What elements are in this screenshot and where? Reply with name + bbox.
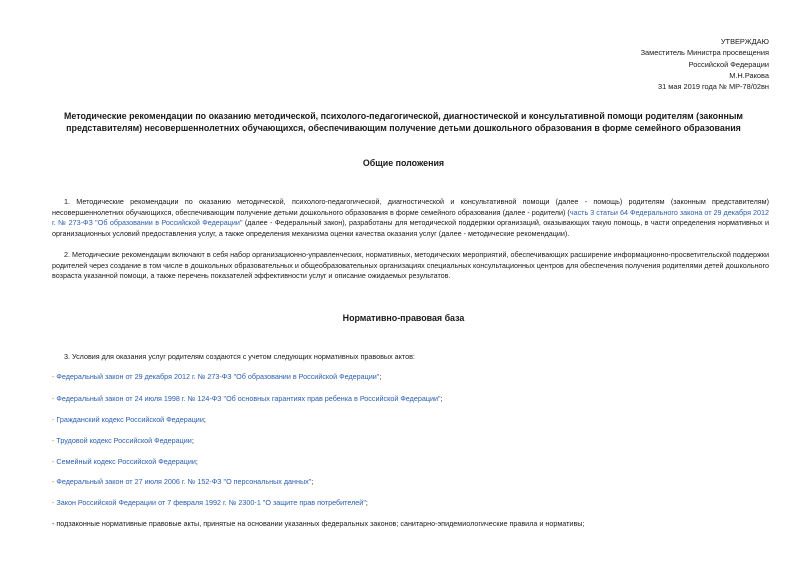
approver-position: Заместитель Министра просвещения [640,48,769,58]
list-item: - Федеральный закон от 27 июля 2006 г. № 152-ФЗ "О персональных данных"; [52,477,314,486]
paragraph-1-text-a: 1. Методические рекомендации по оказанию методической, психолого-педагогической, диагностической и консультативной помощи (далее - помощь) родителям (законным представителям) несовершеннолетних обучающихся, обеспечивающим получение детьми дошкольного образования в форме семейного образования (далее - родители) ( [52,197,769,217]
list-item: - Трудовой кодекс Российской Федерации; [52,436,194,445]
list-item: - Федеральный закон от 24 июля 1998 г. № 124-ФЗ "Об основных гарантиях прав ребенка в Российской Федерации"; [52,394,443,403]
paragraph-1 [52,197,769,239]
list-item-link[interactable]: Федеральный закон от 27 июля 2006 г. № 152-ФЗ "О персональных данных" [56,477,312,486]
list-item-link[interactable]: Закон Российской Федерации от 7 февраля 1992 г. № 2300-1 "О защите прав потребителей" [56,498,366,507]
paragraph-2 [52,250,769,282]
list-item-link[interactable]: Федеральный закон от 29 декабря 2012 г. № 273-ФЗ "Об образовании в Российской Федерации" [56,372,380,381]
list-item-link[interactable]: Федеральный закон от 24 июля 1998 г. № 124-ФЗ "Об основных гарантиях прав ребенка в Российской Федерации" [56,394,441,403]
list-item: - Федеральный закон от 29 декабря 2012 г. № 273-ФЗ "Об образовании в Российской Федерации"; [52,372,382,381]
approval-heading: УТВЕРЖДАЮ [720,37,769,46]
list-item-last: - подзаконные нормативные правовые акты, принятые на основании указанных федеральных законов; санитарно-эпидемиологические правила и нормативы; [52,519,585,528]
approver-name: М.Н.Ракова [729,70,769,80]
approval-block [641,36,769,92]
law-link[interactable]: часть 3 статьи 64 Федерального закона от 29 декабря 2012 г. № 273-ФЗ "Об образовании в Российской Федерации" [52,207,769,228]
list-item-link[interactable]: Гражданский кодекс Российской Федерации [56,415,204,424]
list-item-link[interactable]: Трудовой кодекс Российской Федерации [56,436,192,445]
approval-date-number: 31 мая 2019 года № МР-78/02вн [657,82,769,92]
list-item-link[interactable]: Семейный кодекс Российской Федерации [56,457,196,466]
section-heading-legal-base: Нормативно-правовая база [342,313,465,323]
document-title: Методические рекомендации по оказанию методической, психолого-педагогической, диагностической и консультативной помощи родителям (законным представителям) несовершеннолетних обучающихся, обеспечивающим получение детьми дошкольного образования в форме семейного образования [64,111,743,134]
list-item: - Семейный кодекс Российской Федерации; [52,457,198,466]
list-item: - Гражданский кодекс Российской Федерации; [52,415,206,424]
paragraph-3: 3. Условия для оказания услуг родителям создаются с учетом следующих нормативных правовых актов: [64,352,415,361]
list-item: - Закон Российской Федерации от 7 февраля 1992 г. № 2300-1 "О защите прав потребителей"; [52,498,368,507]
paragraph-1-text-b: (далее - Федеральный закон), разработаны для методической поддержки организаций, оказывающих такую помощь, в части определения нормативных и организационных условий предоставления услуг, а также определения механизма оценки качества оказания услуг (далее - методические рекомендации). [52,218,769,238]
paragraph-2-text: 2. Методические рекомендации включают в себя набор организационно-управленческих, нормативных, методических мероприятий, обеспечивающих расширение информационно-просветительской поддержки родителей через создание в том числе в дошкольных образовательных и общеобразовательных организациях специальных консультационных центров для обеспечения получения родителями детей дошкольного возраста указанной помощи, а также перечень показателей эффективности услуг и описание ожидаемых результатов. [52,250,769,281]
approver-position-country: Российской Федерации [688,59,769,69]
section-heading-general: Общие положения [362,158,445,168]
